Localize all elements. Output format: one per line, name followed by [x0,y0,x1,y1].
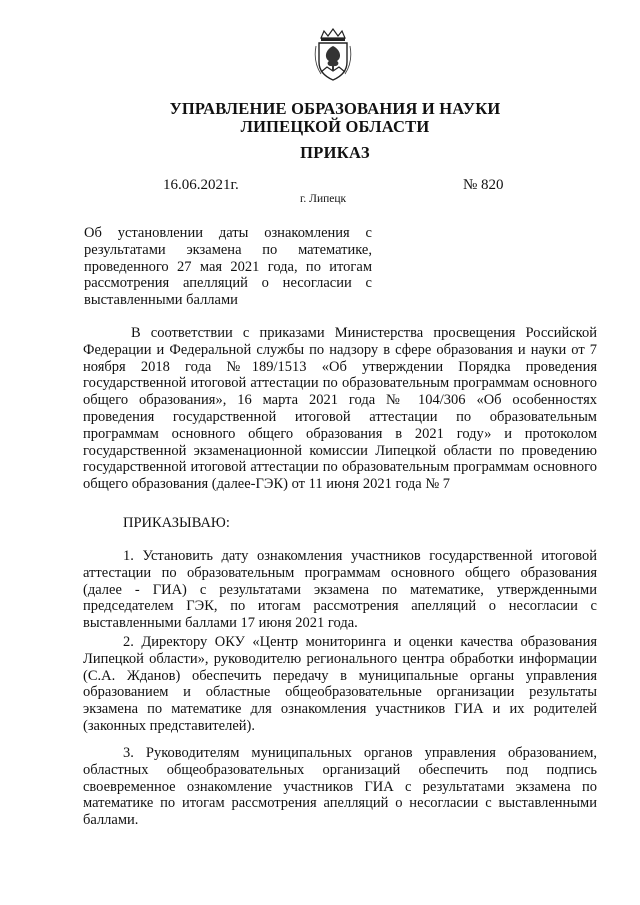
order-directive-word: ПРИКАЗЫВАЮ: [123,515,230,531]
order-city: г. Липецк [300,193,347,205]
order-date: 16.06.2021г. [163,177,239,193]
order-subject: Об установлении даты ознакомления с результатами экзамена по математике, проведенного 27 мая 2021 года, по итогам рассмотрения апелляций о несогласии с выставленными баллами [84,225,372,309]
lipetsk-coat-of-arms-icon [313,28,353,84]
preamble-paragraph: В соответствии с приказами Министерства просвещения Российской Федерации и Федеральной службы по надзору в сфере образования и науки от 7 ноября 2018 года №189/1513 «Об утверждении Порядка проведения государственной итоговой аттестации по образовательным программам основного общего образования», 16 марта 2021 года № 104/306 «Об особенностях проведения государственной итоговой аттестации по образовательным программам основного общего образования в 2021 году» и протоколом государственной экзаменационной комиссии Липецкой области по проведению государственной итоговой аттестации по образовательным программам основного общего образования (далее-ГЭК) от 11 июня 2021 года № 7 [83,325,597,493]
document-title: ПРИКАЗ [300,143,370,162]
order-item-3: 3. Руководителям муниципальных органов управления образованием, областных общеобразовательных организаций обеспечить под подпись своевременное ознакомление участников ГИА с результатами экзамена по математике по итогам рассмотрения апелляций о несогласии с выставленными баллами. [83,745,597,829]
order-item-2: 2. Директору ОКУ «Центр мониторинга и оценки качества образования Липецкой области», руководителю регионального центра обработки информации (С.А. Жданов) обеспечить передачу в муниципальные органы управления образованием и областные общеобразовательные организации результаты экзамена по математике для ознакомления участников ГИА и их родителей (законных представителей). [83,634,597,734]
order-number: № 820 [463,177,504,193]
organization-name [0,100,640,136]
order-item-1: 1. Установить дату ознакомления участников государственной итоговой аттестации по образовательным программам основного общего образования (далее - ГИА) с результатами экзамена по математике, утвержденными председателем ГЭК, по итогам рассмотрения апелляций о несогласии с выставленными баллами 17 июня 2021 года. [83,548,597,632]
org-name-line-1: УПРАВЛЕНИЕ ОБРАЗОВАНИЯ И НАУКИ [169,99,501,118]
org-name-line-2: ЛИПЕЦКОЙ ОБЛАСТИ [240,117,430,136]
